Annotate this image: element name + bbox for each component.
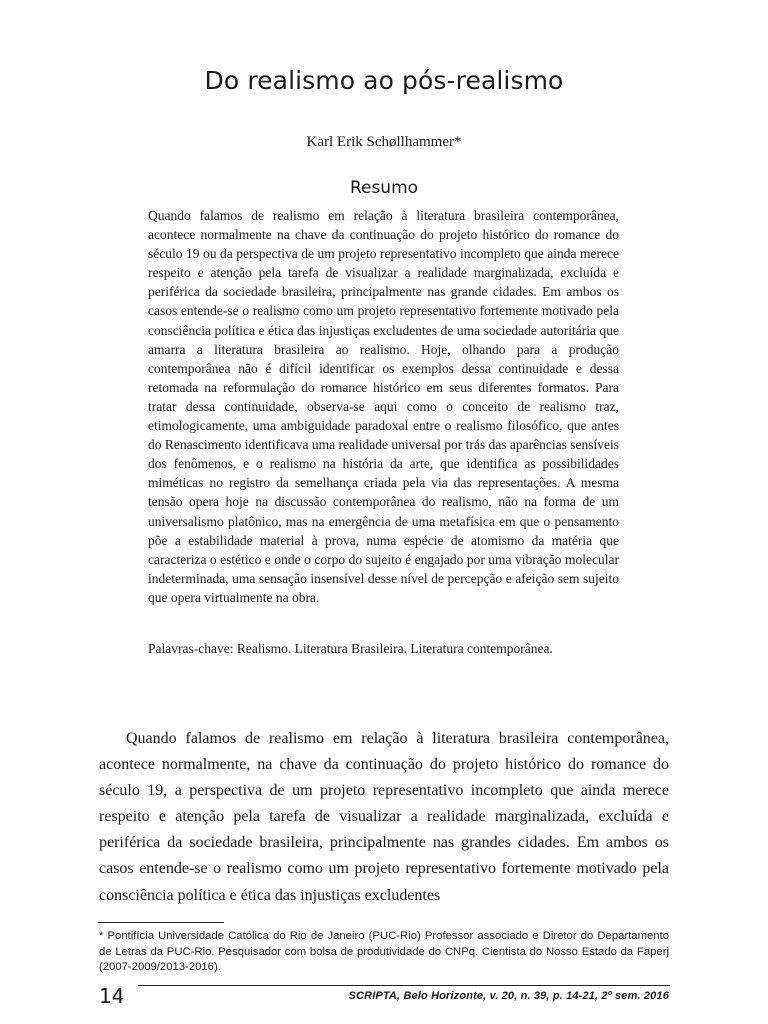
abstract-text: Quando falamos de realismo em relação à literatura brasileira contemporânea, acontece normalmente na chave da continuação do projeto histórico do romance do século 19 ou da perspectiva de um projeto representativo incompleto que ainda merece respeito e atenção pela tarefa de visualizar a realidade marginalizada, excluída e periférica da sociedade brasileira, principalmente nas grande cidades. Em ambos os casos entende-se o realismo como um projeto representativo fortemente motivado pela consciência política e ética das injustiças excludentes de uma sociedade autoritária que amarra a literatura brasileira ao realismo. Hoje, olhando para a produção contemporânea não é difícil identificar os exemplos dessa continuidade e dessa retomada na reformulação do romance histórico em seus diferentes formatos. Para tratar dessa continuidade, observa-se aqui como o conceito de realismo traz, etimologicamente, uma ambiguidade paradoxal entre o realismo filosófico, que antes do Renascimento identificava uma realidade universal por trás das aparências sensíveis dos fenômenos, e o realismo na história da arte, que identifica as possibilidades miméticas no registro da semelhança criada pela via das representações. A mesma tensão opera hoje na discussão contemporânea do realismo, não na forma de um universalismo platônico, mas na emergência de uma metafísica em que o pensamento põe a estabilidade material à prova, numa espécie de atomismo da matéria que caracteriza o estético e onde o corpo do sujeito é engajado por uma vibração molecular indeterminada, uma sensação insensível desse nível de percepção e afeição sem sujeito que opera virtualmente na obra. [148, 208, 619, 605]
paper-title: Do realismo ao pós-realismo [204, 66, 564, 95]
body-paragraph: Quando falamos de realismo em relação à literatura brasileira contemporânea, acontece normalmente, na chave da continuação do projeto histórico do romance do século 19, a perspectiva de um projeto representativo incompleto que ainda merece respeito e atenção pela tarefa de visualizar a realidade marginalizada, excluída e periférica da sociedade brasileira, principalmente nas grandes cidades. Em ambos os casos entende-se o realismo como um projeto representativo fortemente motivado pela consciência política e ética das injustiças excludentes [99, 730, 669, 904]
footnote-divider [98, 922, 224, 923]
running-footer: SCRIPTA, Belo Horizonte, v. 20, n. 39, p. 14-21, 2º sem. 2016 [348, 990, 669, 1002]
footer-divider [138, 985, 670, 986]
page-number: 14 [99, 984, 125, 1008]
abstract-heading: Resumo [349, 178, 419, 198]
footnote: * Pontifícia Universidade Católica do Rio de Janeiro (PUC-Rio) Professor associado e Diretor do Departamento de Letras da PUC-Rio. Pesquisador com bolsa de produtividade do CNPq. Cientista do Nosso Estado da Faperj (2007-2009/2013-2016). [99, 930, 669, 973]
keywords: Palavras-chave: Realismo. Literatura Brasileira. Literatura contemporânea. [148, 641, 553, 656]
author-name: Karl Erik Schøllhammer* [306, 134, 462, 150]
